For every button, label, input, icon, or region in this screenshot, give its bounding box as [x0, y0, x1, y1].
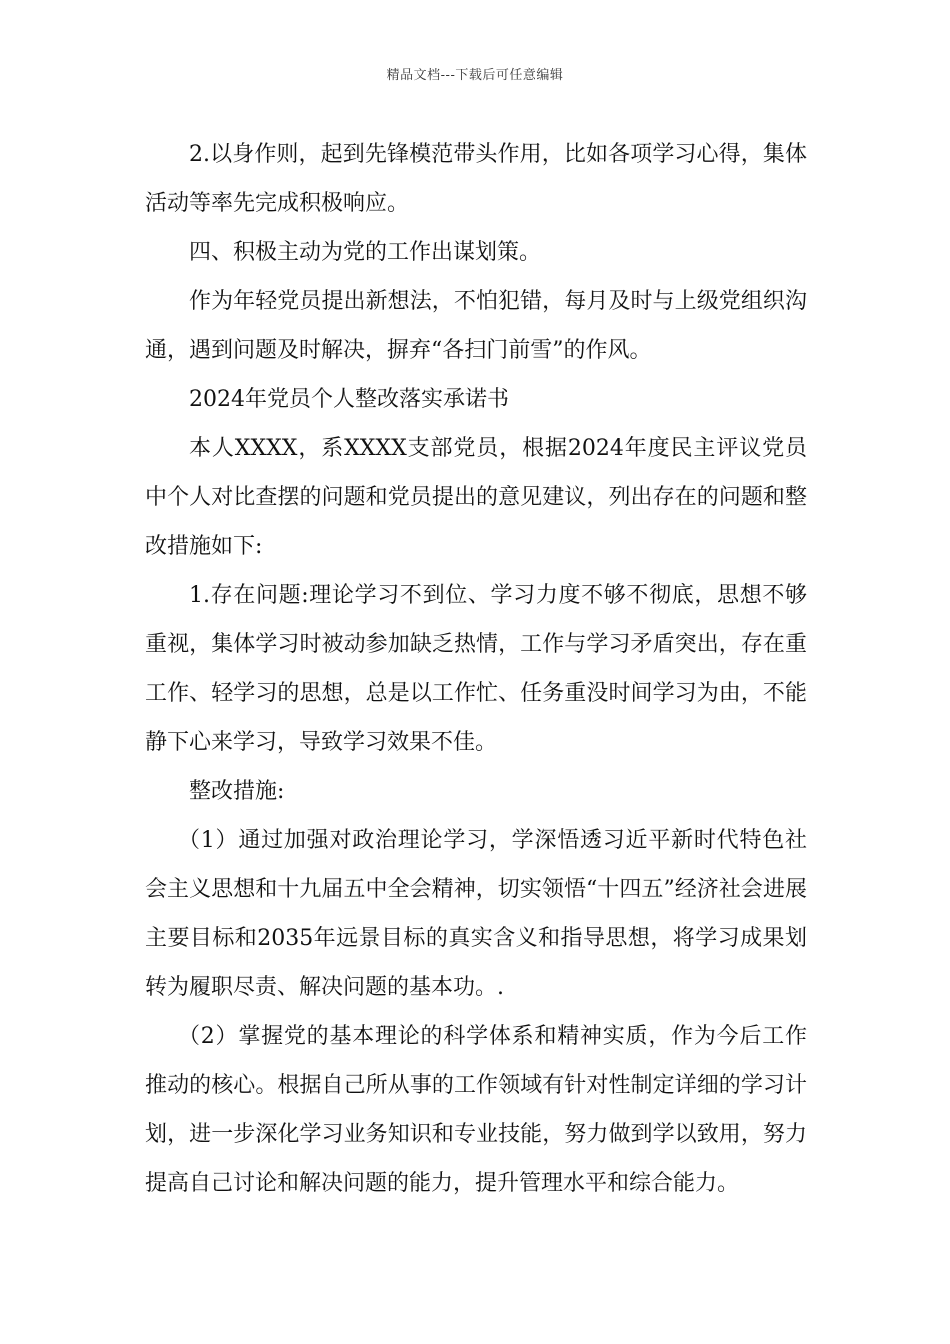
- paragraph-young-member: 作为年轻党员提出新想法，不怕犯错，每月及时与上级党组织沟通，遇到问题及时解决，摒弃“各扫门前雪”的作风。: [145, 289, 807, 363]
- section-heading-four: 四、积极主动为党的工作出谋划策。: [189, 240, 542, 265]
- paragraph-intro: 本人XXXX，系XXXX支部党员，根据2024年度民主评议党员中个人对比查摆的问题和党员提出的意见建议，列出存在的问题和整改措施如下:: [145, 436, 807, 559]
- paragraph-lead-by-example: 2.以身作则，起到先锋模范带头作用，比如各项学习心得，集体活动等率先完成积极响应。: [145, 142, 807, 216]
- paragraph-problem-one: 1.存在问题:理论学习不到位、学习力度不够不彻底，思想不够重视，集体学习时被动参加缺乏热情，工作与学习矛盾突出，存在重工作、轻学习的思想，总是以工作忙、任务重没时间学习为由，不能静下心来学习，导致学习效果不佳。: [145, 583, 807, 755]
- page-header: 精品文档---下载后可任意编辑: [386, 68, 564, 83]
- measure-two: （2）掌握党的基本理论的科学体系和精神实质，作为今后工作推动的核心。根据自己所从事的工作领域有针对性制定详细的学习计划，进一步深化学习业务知识和专业技能，努力做到学以致用，努力提高自己讨论和解决问题的能力，提升管理水平和综合能力。: [145, 1024, 807, 1196]
- measure-one: （1）通过加强对政治理论学习，学深悟透习近平新时代特色社会主义思想和十九届五中全会精神，切实领悟“十四五”经济社会进展主要目标和2035年远景目标的真实含义和指导思想，将学习成果划转为履职尽责、解决问题的基本功。.: [145, 828, 807, 1000]
- document-title: 2024年党员个人整改落实承诺书: [189, 387, 509, 412]
- document-body: [145, 130, 807, 1208]
- measures-heading: 整改措施:: [189, 779, 285, 804]
